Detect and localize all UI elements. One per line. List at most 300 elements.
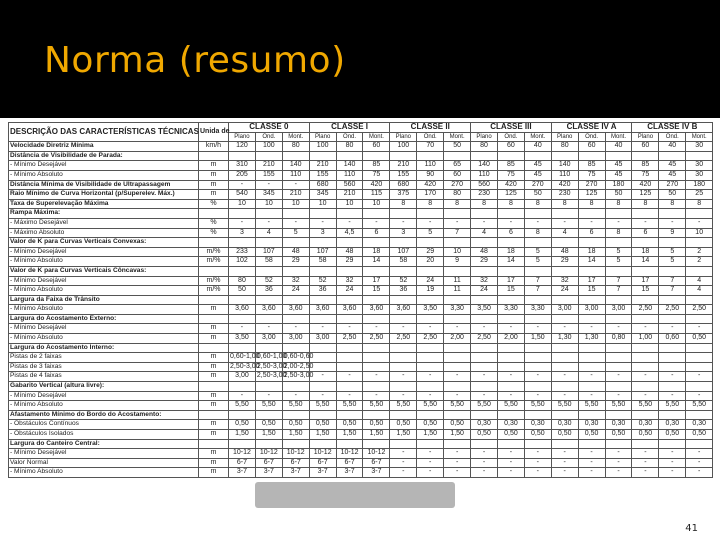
header-description: DESCRIÇÃO DAS CARACTERÍSTICAS TÉCNICAS	[9, 123, 199, 142]
table-cell: -	[336, 391, 363, 401]
table-cell	[497, 343, 524, 353]
table-cell: 2,00	[497, 334, 524, 344]
table-cell: -	[363, 218, 390, 228]
table-cell: 6-7	[255, 458, 282, 468]
table-cell: 4	[471, 228, 498, 238]
table-cell	[390, 266, 417, 276]
table-cell	[578, 362, 605, 372]
table-cell	[444, 295, 471, 305]
table-cell: 5,50	[551, 401, 578, 411]
table-cell: -	[390, 324, 417, 334]
table-cell	[417, 314, 444, 324]
table-cell: 14	[578, 257, 605, 267]
table-cell	[390, 295, 417, 305]
table-cell: 0,50	[282, 420, 309, 430]
table-cell: 210	[309, 161, 336, 171]
norm-table	[8, 122, 713, 478]
table-cell: 420	[363, 180, 390, 190]
row-unit: %	[199, 228, 229, 238]
table-cell	[229, 151, 256, 161]
table-cell	[309, 382, 336, 392]
table-cell	[686, 362, 713, 372]
table-cell	[686, 382, 713, 392]
table-cell: 60	[497, 142, 524, 152]
table-cell: 3-7	[309, 468, 336, 478]
table-cell: 0,50	[309, 420, 336, 430]
table-cell: 155	[309, 170, 336, 180]
table-cell: 3-7	[363, 468, 390, 478]
table-cell	[444, 151, 471, 161]
table-cell	[309, 314, 336, 324]
table-cell: 5,50	[336, 401, 363, 411]
table-cell: 45	[524, 170, 551, 180]
table-cell: -	[632, 218, 659, 228]
table-cell: -	[444, 372, 471, 382]
table-cell	[309, 151, 336, 161]
header-class-0: CLASSE 0	[229, 123, 310, 133]
table-cell: -	[632, 324, 659, 334]
table-cell: 5	[417, 228, 444, 238]
header-class-ii: CLASSE II	[390, 123, 471, 133]
table-cell: -	[497, 324, 524, 334]
table-cell	[497, 238, 524, 248]
row-description: - Mínimo Desejável	[9, 276, 199, 286]
table-cell	[471, 238, 498, 248]
table-cell: 420	[551, 180, 578, 190]
table-cell: 20	[417, 257, 444, 267]
table-cell	[659, 343, 686, 353]
table-cell	[229, 343, 256, 353]
table-cell	[686, 209, 713, 219]
table-cell: 0,50	[686, 334, 713, 344]
table-cell	[471, 314, 498, 324]
table-cell	[390, 209, 417, 219]
table-cell	[363, 151, 390, 161]
table-cell	[471, 362, 498, 372]
table-cell	[497, 295, 524, 305]
terrain-header: Ond.	[659, 132, 686, 142]
table-cell: 100	[309, 142, 336, 152]
table-cell	[255, 382, 282, 392]
table-cell	[551, 209, 578, 219]
table-cell	[497, 362, 524, 372]
table-cell: -	[551, 458, 578, 468]
table-cell: 32	[336, 276, 363, 286]
table-row	[9, 372, 713, 382]
table-cell	[659, 410, 686, 420]
table-cell: 2,50-3,00	[255, 372, 282, 382]
table-cell	[336, 266, 363, 276]
table-cell	[229, 410, 256, 420]
table-cell	[578, 410, 605, 420]
table-cell: -	[497, 458, 524, 468]
table-cell: 6	[632, 228, 659, 238]
table-cell: 36	[390, 286, 417, 296]
table-cell: 32	[551, 276, 578, 286]
table-cell: -	[309, 324, 336, 334]
table-cell: 2,50	[471, 334, 498, 344]
table-cell	[444, 382, 471, 392]
table-cell	[686, 238, 713, 248]
table-cell: 205	[229, 170, 256, 180]
table-cell: 10	[363, 199, 390, 209]
row-unit: %	[199, 199, 229, 209]
row-unit: m	[199, 372, 229, 382]
table-cell: 1,50	[417, 430, 444, 440]
table-cell: 15	[363, 286, 390, 296]
table-cell	[444, 238, 471, 248]
table-cell: 24	[417, 276, 444, 286]
table-cell: 680	[390, 180, 417, 190]
header-class-i: CLASSE I	[309, 123, 390, 133]
table-cell: 0,50	[497, 430, 524, 440]
table-cell	[336, 209, 363, 219]
table-cell	[605, 362, 632, 372]
table-cell: -	[524, 458, 551, 468]
table-cell: 120	[229, 142, 256, 152]
table-cell: 5	[659, 247, 686, 257]
table-cell: 3,60	[309, 305, 336, 315]
table-cell: 6	[578, 228, 605, 238]
table-cell	[417, 353, 444, 363]
table-cell: 5,50	[578, 401, 605, 411]
row-description: Taxa de Superelevação Máxima	[9, 199, 199, 209]
table-cell: 140	[471, 161, 498, 171]
table-cell	[363, 439, 390, 449]
video-overlay-bar	[255, 482, 455, 508]
table-cell	[551, 151, 578, 161]
table-cell	[336, 295, 363, 305]
table-cell: 18	[363, 247, 390, 257]
table-row	[9, 209, 713, 219]
table-cell: -	[255, 218, 282, 228]
table-cell: 5,50	[444, 401, 471, 411]
table-cell	[336, 410, 363, 420]
table-cell	[632, 410, 659, 420]
row-unit: m	[199, 458, 229, 468]
table-cell: 3,00	[229, 372, 256, 382]
table-cell: 0,50	[390, 420, 417, 430]
table-cell	[229, 238, 256, 248]
table-cell: 10	[282, 199, 309, 209]
table-cell	[659, 295, 686, 305]
table-cell: 52	[309, 276, 336, 286]
table-cell	[659, 266, 686, 276]
table-cell: 60	[578, 142, 605, 152]
table-cell	[632, 382, 659, 392]
table-cell	[578, 209, 605, 219]
table-cell: -	[255, 391, 282, 401]
table-cell: 5,50	[255, 401, 282, 411]
table-cell: -	[417, 391, 444, 401]
table-cell: 85	[578, 161, 605, 171]
row-description: - Mínimo Absoluto	[9, 257, 199, 267]
table-cell: 3,60	[390, 305, 417, 315]
row-unit: km/h	[199, 142, 229, 152]
table-cell: 32	[282, 276, 309, 286]
table-cell: 80	[336, 142, 363, 152]
table-cell: 560	[471, 180, 498, 190]
table-cell	[659, 353, 686, 363]
table-cell	[659, 382, 686, 392]
table-cell	[551, 353, 578, 363]
terrain-header: Mont.	[524, 132, 551, 142]
table-cell	[471, 266, 498, 276]
table-cell: 0,50	[686, 430, 713, 440]
table-cell: 375	[390, 190, 417, 200]
table-cell	[363, 238, 390, 248]
table-cell	[229, 209, 256, 219]
table-cell	[309, 238, 336, 248]
table-cell: 680	[309, 180, 336, 190]
table-cell	[632, 266, 659, 276]
table-cell: -	[282, 218, 309, 228]
table-cell	[282, 410, 309, 420]
table-cell: 6-7	[309, 458, 336, 468]
table-cell: 3-7	[336, 468, 363, 478]
table-cell: -	[605, 468, 632, 478]
table-cell: 10-12	[336, 449, 363, 459]
table-cell	[578, 295, 605, 305]
table-cell	[336, 343, 363, 353]
table-cell: 2,50-3,00	[255, 362, 282, 372]
table-cell: 233	[229, 247, 256, 257]
table-cell: -	[471, 449, 498, 459]
table-cell	[632, 151, 659, 161]
table-cell: 48	[551, 247, 578, 257]
table-cell: -	[524, 391, 551, 401]
table-cell: 85	[363, 161, 390, 171]
table-cell: -	[605, 391, 632, 401]
table-cell: 1,50	[336, 430, 363, 440]
table-cell: 6-7	[229, 458, 256, 468]
table-cell: 210	[255, 161, 282, 171]
table-cell: 7	[444, 228, 471, 238]
table-cell: -	[417, 218, 444, 228]
table-cell	[444, 266, 471, 276]
table-cell: 52	[255, 276, 282, 286]
table-cell: 80	[551, 142, 578, 152]
table-cell: -	[605, 324, 632, 334]
table-cell	[524, 382, 551, 392]
table-cell: -	[524, 449, 551, 459]
table-cell: 8	[524, 199, 551, 209]
table-cell: 3,60	[336, 305, 363, 315]
table-cell: 0,50	[336, 420, 363, 430]
table-row	[9, 401, 713, 411]
row-unit: m	[199, 180, 229, 190]
table-cell: -	[229, 324, 256, 334]
table-cell: -	[444, 218, 471, 228]
table-cell: 5,50	[497, 401, 524, 411]
table-cell: -	[309, 218, 336, 228]
table-cell: 3,00	[282, 334, 309, 344]
table-cell: 0,30	[524, 420, 551, 430]
table-row	[9, 276, 713, 286]
table-cell	[605, 151, 632, 161]
table-cell	[390, 238, 417, 248]
table-cell	[686, 266, 713, 276]
table-cell: 3,00	[551, 305, 578, 315]
row-unit: m	[199, 161, 229, 171]
row-description: - Mínimo Desejável	[9, 391, 199, 401]
table-cell: -	[497, 391, 524, 401]
table-cell: 0,60-1,00	[229, 353, 256, 363]
table-cell: -	[632, 449, 659, 459]
table-cell: 50	[524, 190, 551, 200]
table-cell: 3,50	[229, 334, 256, 344]
table-cell: 155	[390, 170, 417, 180]
table-cell	[417, 410, 444, 420]
table-row	[9, 238, 713, 248]
table-cell: 3,00	[255, 334, 282, 344]
table-cell: 2,50-3,00	[229, 362, 256, 372]
table-cell	[659, 209, 686, 219]
table-cell: -	[578, 324, 605, 334]
table-cell	[659, 362, 686, 372]
table-row	[9, 458, 713, 468]
table-cell	[497, 382, 524, 392]
table-cell: 5,50	[390, 401, 417, 411]
table-cell	[686, 151, 713, 161]
table-cell	[309, 362, 336, 372]
table-cell	[255, 295, 282, 305]
table-row	[9, 151, 713, 161]
table-cell: 2,50	[417, 334, 444, 344]
table-cell: -	[659, 372, 686, 382]
table-cell	[417, 343, 444, 353]
table-cell	[605, 266, 632, 276]
table-cell: 0,30	[497, 420, 524, 430]
table-cell	[336, 353, 363, 363]
table-cell: 1,50	[444, 430, 471, 440]
table-cell: 10-12	[309, 449, 336, 459]
table-cell: 3,60	[255, 305, 282, 315]
table-cell	[444, 314, 471, 324]
table-row	[9, 382, 713, 392]
table-cell: 4,5	[336, 228, 363, 238]
header-class-iva: CLASSE IV A	[551, 123, 632, 133]
table-cell: 5,50	[524, 401, 551, 411]
table-cell	[309, 295, 336, 305]
table-cell: 140	[336, 161, 363, 171]
table-cell	[471, 410, 498, 420]
table-cell: 0,50	[578, 430, 605, 440]
table-cell: 36	[255, 286, 282, 296]
table-cell: 6	[363, 228, 390, 238]
row-unit: m	[199, 190, 229, 200]
table-row	[9, 170, 713, 180]
terrain-header: Plano	[309, 132, 336, 142]
table-cell: 345	[255, 190, 282, 200]
table-cell	[282, 266, 309, 276]
table-cell: 1,50	[229, 430, 256, 440]
table-cell: 40	[659, 142, 686, 152]
table-cell: 75	[578, 170, 605, 180]
row-unit: m	[199, 324, 229, 334]
table-cell: 420	[417, 180, 444, 190]
table-cell: 75	[497, 170, 524, 180]
table-cell	[551, 266, 578, 276]
table-cell: 3,30	[524, 305, 551, 315]
table-cell: 7	[524, 286, 551, 296]
table-cell	[497, 410, 524, 420]
table-cell	[390, 410, 417, 420]
table-cell	[524, 209, 551, 219]
table-row	[9, 295, 713, 305]
table-cell: 24	[471, 286, 498, 296]
table-cell: 8	[524, 228, 551, 238]
table-cell: -	[578, 218, 605, 228]
table-cell	[282, 439, 309, 449]
table-cell: 60	[632, 142, 659, 152]
table-cell: 5	[524, 257, 551, 267]
table-cell: 80	[282, 142, 309, 152]
table-cell: -	[471, 218, 498, 228]
table-cell: 25	[686, 190, 713, 200]
table-cell	[551, 343, 578, 353]
table-cell	[309, 410, 336, 420]
table-cell: 0,60	[659, 334, 686, 344]
row-description: Pistas de 2 faixas	[9, 353, 199, 363]
table-cell: 58	[255, 257, 282, 267]
table-cell	[578, 439, 605, 449]
table-cell	[444, 362, 471, 372]
table-cell: -	[444, 458, 471, 468]
table-cell	[578, 266, 605, 276]
table-cell	[632, 353, 659, 363]
table-cell: -	[497, 218, 524, 228]
table-cell: -	[417, 449, 444, 459]
table-cell: 270	[659, 180, 686, 190]
table-cell	[363, 209, 390, 219]
table-cell: 0,50	[363, 420, 390, 430]
table-cell	[417, 295, 444, 305]
table-cell: 7	[524, 276, 551, 286]
table-cell: 10	[255, 199, 282, 209]
table-row	[9, 449, 713, 459]
table-cell: 7	[605, 276, 632, 286]
table-cell: 29	[471, 257, 498, 267]
table-cell: -	[524, 372, 551, 382]
table-cell: -	[578, 458, 605, 468]
table-cell: 0,50	[229, 420, 256, 430]
table-cell: 5	[282, 228, 309, 238]
table-row	[9, 180, 713, 190]
table-cell: 8	[578, 199, 605, 209]
table-cell: 6-7	[363, 458, 390, 468]
table-cell: 4	[686, 286, 713, 296]
table-row	[9, 439, 713, 449]
table-cell: -	[282, 324, 309, 334]
table-cell: 10-12	[282, 449, 309, 459]
table-cell	[632, 295, 659, 305]
table-cell: -	[471, 458, 498, 468]
table-cell: 5,50	[686, 401, 713, 411]
table-cell: -	[686, 218, 713, 228]
table-cell: 0,50	[524, 430, 551, 440]
table-cell: -	[686, 468, 713, 478]
table-cell: 3,00	[309, 334, 336, 344]
table-cell: -	[551, 218, 578, 228]
table-cell	[497, 314, 524, 324]
table-cell: -	[309, 391, 336, 401]
table-cell: 110	[282, 170, 309, 180]
table-row	[9, 353, 713, 363]
table-cell: 8	[659, 199, 686, 209]
table-cell	[524, 151, 551, 161]
table-cell	[471, 343, 498, 353]
